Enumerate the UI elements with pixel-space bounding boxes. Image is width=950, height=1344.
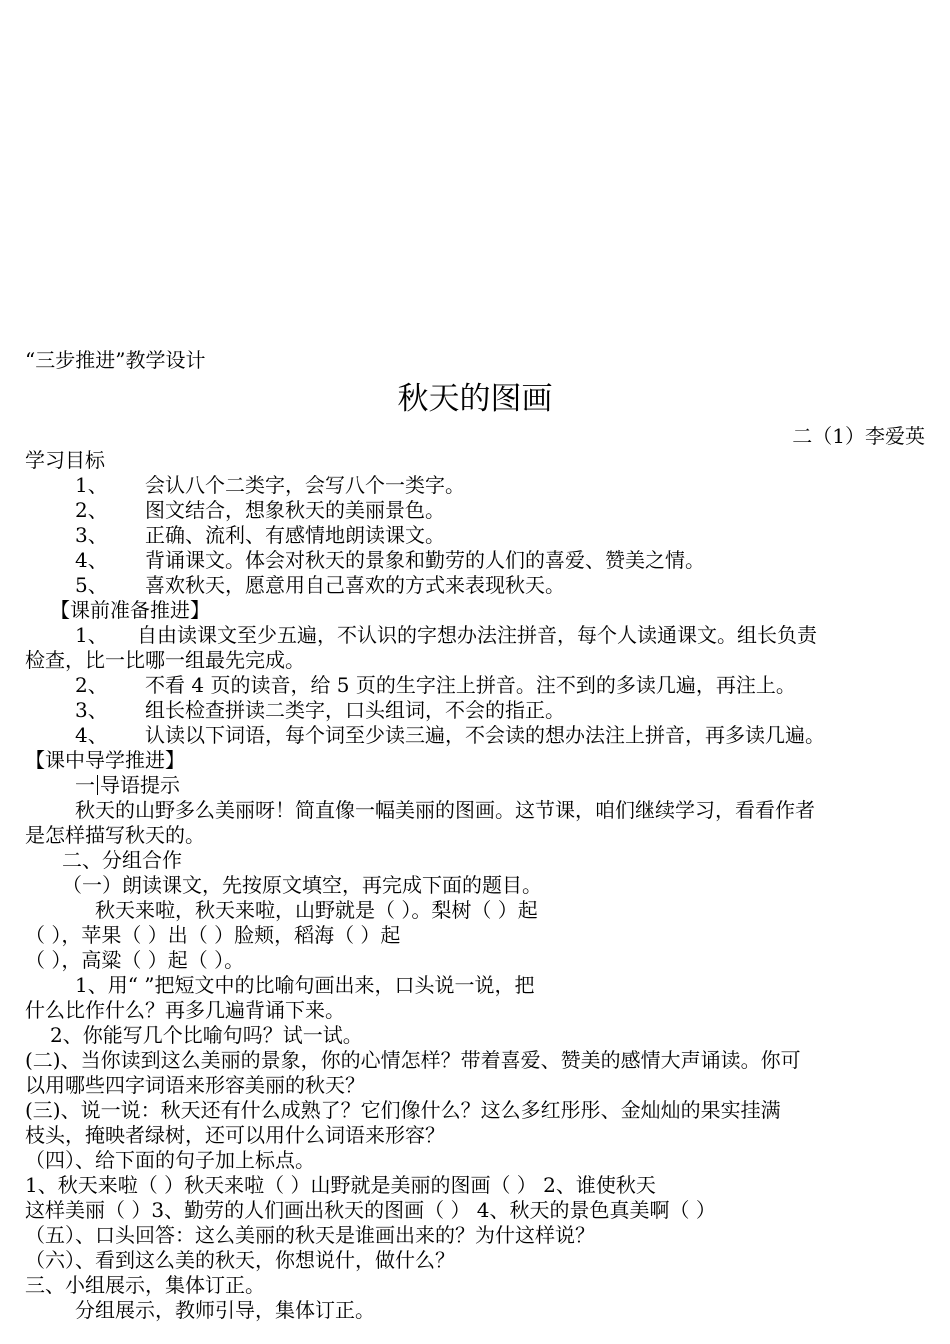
prep-item-1 <box>75 623 925 648</box>
goal-text: 喜欢秋天，愿意用自己喜欢的方式来表现秋天。 <box>145 573 565 597</box>
question-2: 2、你能写几个比喻句吗？试一试。 <box>50 1023 363 1047</box>
task-4: （四）、给下面的句子加上标点。 <box>25 1148 315 1172</box>
goal-item <box>75 573 950 598</box>
question-1-cont: 什么比作什么？再多几遍背诵下来。 <box>25 998 345 1022</box>
goal-text: 会认八个二类字，会写八个一类字。 <box>145 473 465 497</box>
prep-item-2 <box>75 673 950 698</box>
task-3: (三)、说一说：秋天还有什么成熟了？它们像什么？这么多红彤彤、金灿灿的果实挂满 <box>25 1098 781 1122</box>
goal-number: 2、 <box>75 498 108 522</box>
goal-number: 1、 <box>75 473 108 497</box>
prep-number: 1、 <box>75 623 108 647</box>
prep-item-1-cont: 检查，比一比哪一组最先完成。 <box>25 648 305 672</box>
prep-text: 自由读课文至少五遍，不认识的字想办法注拼音，每个人读通课文。组长负责 <box>137 623 817 647</box>
prep-text: 组长检查拼读二类字，口头组词，不会的指正。 <box>145 698 565 722</box>
prep-number: 4、 <box>75 723 108 747</box>
goals-heading: 学习目标 <box>25 448 105 472</box>
goal-text: 图文结合，想象秋天的美丽景色。 <box>145 498 445 522</box>
prep-text: 不看 4 页的读音，给 5 页的生字注上拼音。注不到的多读几遍，再注上。 <box>145 673 796 697</box>
guide-sub2: 二、分组合作 <box>62 848 182 872</box>
guide-sub1-text: 导语提示 <box>100 773 180 797</box>
page-title: 秋天的图画 <box>397 381 553 417</box>
prep-heading: 【课前准备推进】 <box>50 598 210 622</box>
punctuation-line: 1、秋天来啦（ ）秋天来啦（ ）山野就是美丽的图画（ ） 2、谁使秋天 <box>25 1173 656 1197</box>
goal-text: 正确、流利、有感情地朗读课文。 <box>145 523 445 547</box>
guide-sub1 <box>75 773 950 798</box>
punctuation-line: 这样美丽（ ）3、勤劳的人们画出秋天的图画（ ） 4、秋天的景色真美啊（ ） <box>25 1198 716 1222</box>
text-cursor <box>97 775 98 795</box>
goal-item <box>75 548 950 573</box>
task-2-cont: 以用哪些四字词语来形容美丽的秋天？ <box>25 1073 365 1097</box>
show-heading: 三、小组展示，集体订正。 <box>25 1273 265 1297</box>
goal-number: 5、 <box>75 573 108 597</box>
goal-item <box>75 523 950 548</box>
guide-heading: 【课中导学推进】 <box>25 748 185 772</box>
task-2: (二)、当你读到这么美丽的景象，你的心情怎样？带着喜爱、赞美的感情大声诵读。你可 <box>25 1048 801 1072</box>
prep-item-3 <box>75 698 950 723</box>
goal-number: 3、 <box>75 523 108 547</box>
fill-blank-line: （ ），苹果（ ）出（ ）脸颊，稻海（ ）起 <box>25 923 401 947</box>
task-3-cont: 枝头，掩映者绿树，还可以用什么词语来形容？ <box>25 1123 445 1147</box>
task-1: （一）朗读课文，先按原文填空，再完成下面的题目。 <box>62 873 542 897</box>
goal-item <box>75 498 950 523</box>
goal-item <box>75 473 950 498</box>
prep-number: 2、 <box>75 673 108 697</box>
prep-item-4 <box>75 723 950 748</box>
design-label: “三步推进”教学设计 <box>25 348 206 372</box>
task-5: （五）、口头回答：这么美丽的秋天是谁画出来的？为什这样说？ <box>25 1223 595 1247</box>
fill-blank-line: 秋天来啦，秋天来啦，山野就是（ ）。梨树（ ）起 <box>95 898 538 922</box>
prep-number: 3、 <box>75 698 108 722</box>
task-6: （六）、看到这么美的秋天，你想说什，做什么？ <box>25 1248 455 1272</box>
show-text: 分组展示，教师引导，集体订正。 <box>75 1298 375 1322</box>
guide-intro: 秋天的山野多么美丽呀！简直像一幅美丽的图画。这节课，咱们继续学习，看看作者 <box>75 798 815 822</box>
author-line: 二（1）李爱英 <box>792 424 925 448</box>
goal-number: 4、 <box>75 548 108 572</box>
question-1: 1、用“ ”把短文中的比喻句画出来，口头说一说，把 <box>75 973 535 997</box>
guide-intro-cont: 是怎样描写秋天的。 <box>25 823 205 847</box>
fill-blank-line: （ ），高粱（ ）起（ ）。 <box>25 948 245 972</box>
goal-text: 背诵课文。体会对秋天的景象和勤劳的人们的喜爱、赞美之情。 <box>145 548 705 572</box>
prep-text: 认读以下词语，每个词至少读三遍，不会读的想办法注上拼音，再多读几遍。 <box>145 723 825 747</box>
guide-sub1-number: 一 <box>75 773 95 797</box>
